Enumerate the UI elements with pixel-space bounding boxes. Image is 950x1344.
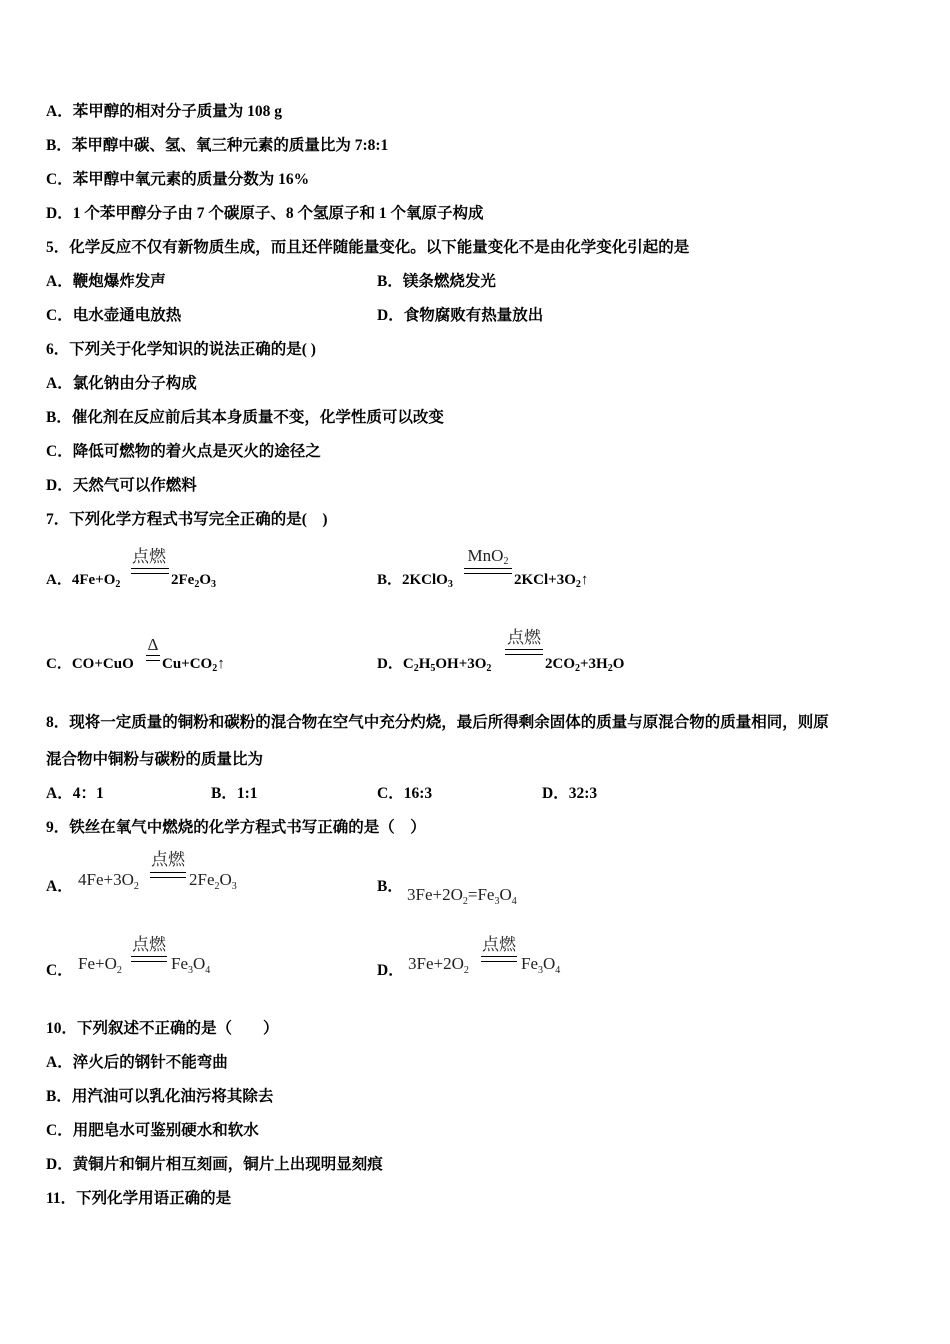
q9-a-left: $4Fe+3O_2$ (78, 870, 139, 892)
q7-b-equals-sign (464, 568, 512, 574)
q9-a-right: $2Fe_2O_3$ (189, 870, 237, 892)
q9-b-equation: $3Fe+2O_2=Fe_3O_4$ (407, 885, 517, 907)
q8-stem-line2: 混合物中铜粉与碳粉的质量比为 (46, 751, 264, 768)
q7-a-condition: 点燃 (132, 547, 166, 566)
q6-option-d: D．天然气可以作燃料 (46, 477, 197, 494)
q7-option-a: A．$4Fe+O_2$ (46, 572, 121, 590)
q9-stem: 9．铁丝在氧气中燃烧的化学方程式书写正确的是（ ） (46, 819, 426, 836)
q9-d-condition: 点燃 (482, 935, 516, 954)
q10-option-a: A．淬火后的钢针不能弯曲 (46, 1054, 228, 1071)
q8-option-c: C．16:3 (377, 785, 433, 802)
q9-c-condition: 点燃 (132, 935, 166, 954)
q4-option-c: C．苯甲醇中氧元素的质量分数为 16% (46, 171, 310, 188)
q7-b-condition: MnO$_2$ (467, 546, 509, 567)
q7-a-left: 4Fe+O (71, 572, 116, 588)
q10-option-c: C．用肥皂水可鉴别硬水和软水 (46, 1122, 259, 1139)
q6-option-a: A．氯化钠由分子构成 (46, 375, 197, 392)
q7-a-label: A． (46, 572, 72, 588)
q4-option-d: D．1 个苯甲醇分子由 7 个碳原子、8 个氢原子和 1 个氧原子构成 (46, 205, 484, 222)
q7-d-condition: 点燃 (507, 628, 541, 647)
q7-b-label: B． (377, 572, 403, 588)
q7-d-label: D． (377, 656, 403, 672)
q7-c-label: C． (46, 656, 72, 672)
q9-b-label: B． (377, 878, 403, 895)
q10-stem: 10．下列叙述不正确的是（ ） (46, 1020, 279, 1037)
q9-a-condition: 点燃 (151, 850, 185, 869)
q7-option-c (46, 654, 134, 674)
q7-option-b: B．2KClO$_3$ (377, 572, 453, 590)
q7-b-right: $2KCl+3O_2↑$ (514, 572, 589, 590)
q7-c-left: CO+CuO (71, 656, 134, 672)
q6-option-b: B．催化剂在反应前后其本身质量不变，化学性质可以改变 (46, 409, 444, 426)
q10-option-b: B．用汽油可以乳化油污将其除去 (46, 1088, 274, 1105)
q6-option-c: C．降低可燃物的着火点是灭火的途径之 (46, 443, 321, 460)
q9-a-equals-sign (150, 872, 186, 878)
q5-option-a: A．鞭炮爆炸发声 (46, 273, 166, 290)
q9-c-equals-sign (131, 956, 167, 962)
q9-c-left: $Fe+O_2$ (78, 954, 122, 976)
q9-c-label: C． (46, 962, 73, 979)
q9-d-left: $3Fe+2O_2$ (408, 954, 469, 976)
q9-a-label: A． (46, 878, 73, 895)
q5-option-d: D．食物腐败有热量放出 (377, 307, 544, 324)
q7-d-equals-sign (505, 649, 543, 655)
q7-a-equals-sign (131, 568, 169, 574)
q7-c-equals-sign (146, 655, 160, 661)
q4-option-a: A．苯甲醇的相对分子质量为 108 g (46, 103, 282, 120)
q8-option-a: A．4：1 (46, 785, 104, 802)
q5-option-c: C．电水壶通电放热 (46, 307, 182, 324)
q8-stem-line1: 8．现将一定质量的铜粉和碳粉的混合物在空气中充分灼烧，最后所得剩余固体的质量与原混合物的质量相同，则原 (46, 714, 829, 731)
q8-option-b: B．1:1 (211, 785, 258, 802)
q7-c-right: $Cu+CO_2↑$ (162, 656, 225, 674)
q7-stem: 7．下列化学方程式书写完全正确的是( ) (46, 511, 328, 528)
q7-option-d: D．$C_2H_5OH+3O_2$ (377, 656, 492, 674)
q7-a-right: $2Fe_2O_3$ (171, 572, 216, 590)
q9-d-right: $Fe_3O_4$ (521, 954, 561, 976)
q9-d-label: D． (377, 962, 404, 979)
q10-option-d: D．黄铜片和铜片相互刻画，铜片上出现明显刻痕 (46, 1156, 383, 1173)
q9-c-right: $Fe_3O_4$ (171, 954, 211, 976)
q5-option-b: B．镁条燃烧发光 (377, 273, 496, 290)
q4-option-b: B．苯甲醇中碳、氢、氧三种元素的质量比为 7:8:1 (46, 137, 389, 154)
q9-d-equals-sign (481, 956, 517, 962)
q11-stem: 11．下列化学用语正确的是 (46, 1190, 232, 1207)
q5-stem: 5．化学反应不仅有新物质生成，而且还伴随能量变化。以下能量变化不是由化学变化引起的是 (46, 239, 690, 256)
q7-d-right: $2CO_2+3H_2O$ (545, 656, 625, 674)
q7-c-condition: Δ (147, 635, 159, 654)
q7-b-left: 2KClO (402, 572, 448, 588)
q8-option-d: D．32:3 (542, 785, 598, 802)
q6-stem: 6．下列关于化学知识的说法正确的是( ) (46, 341, 316, 358)
